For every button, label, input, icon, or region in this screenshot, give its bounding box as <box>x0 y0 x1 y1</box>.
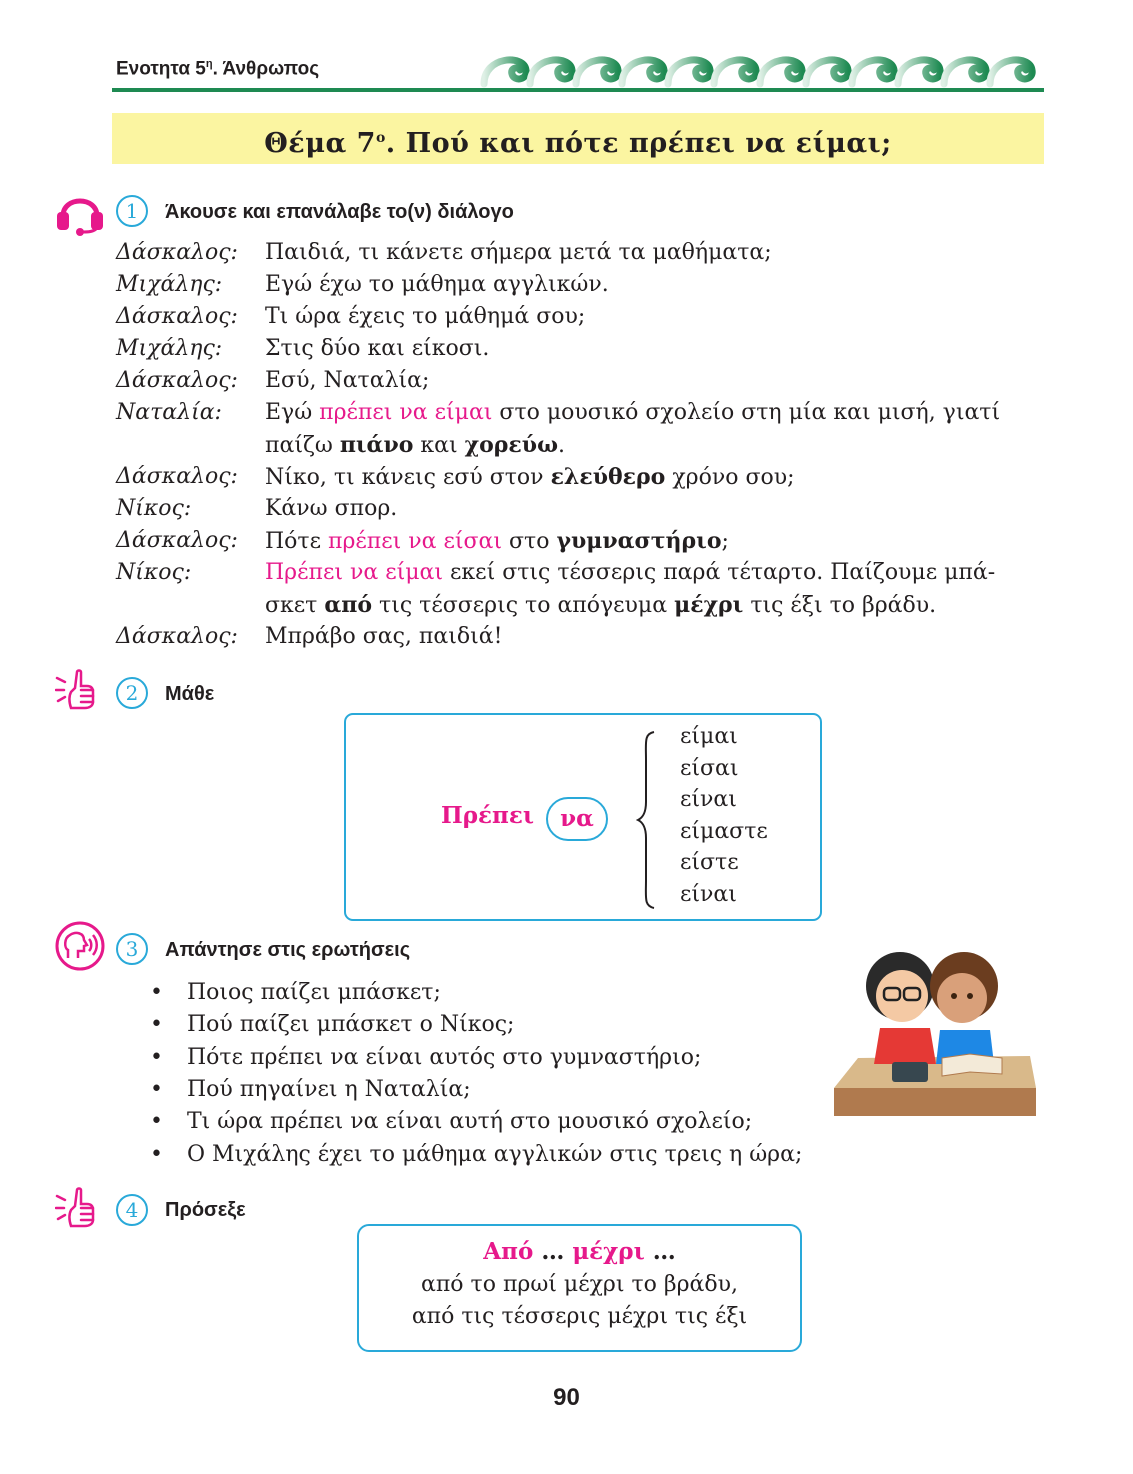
verb-form: είμαστε <box>680 818 768 844</box>
verb-form: είστε <box>680 850 739 875</box>
section-number-2: 2 <box>116 677 148 709</box>
highlighted-phrase: πρέπει να είσαι <box>328 529 503 554</box>
meander-wave <box>898 60 940 84</box>
text-fragment: σκετ <box>265 593 325 618</box>
dialogue-text <box>265 496 397 521</box>
text-fragment: στο μουσικό σχολείο στη μία και μισή, γιατί <box>492 400 1001 425</box>
bullet: • <box>150 1141 163 1167</box>
page-number: 90 <box>553 1384 580 1411</box>
question-item <box>150 1142 802 1167</box>
speaker-name: Δάσκαλος: <box>116 624 238 649</box>
speaker-name: Δάσκαλος: <box>116 368 238 393</box>
text-fragment: εκεί στις τέσσερις παρά τέταρτο. Παίζουμε μπά- <box>443 560 996 585</box>
bullet: • <box>150 1044 163 1070</box>
section-number-4: 4 <box>116 1194 148 1226</box>
text-fragment: ; <box>721 529 729 554</box>
text-fragment: Κάνω σπορ. <box>265 496 398 521</box>
dialogue-text <box>265 624 502 649</box>
text-fragment: στο <box>502 529 557 554</box>
learn-na-oval: να <box>546 797 608 841</box>
bold-word: από <box>324 592 373 618</box>
verb-form: είμαι <box>680 724 738 749</box>
question-text: Ποιος παίζει μπάσκετ; <box>187 980 441 1005</box>
unit-title: Ενοτητα $5^\eta$. Άνθρωπος <box>116 58 320 80</box>
bullet: • <box>150 1109 163 1135</box>
text-fragment: Πότε <box>265 529 328 554</box>
attention-line-1: από το πρωί μέχρι το βράδυ, <box>420 1272 739 1297</box>
question-text: Πού πηγαίνει η Ναταλία; <box>187 1076 471 1102</box>
text-fragment: τις έξι το βράδυ. <box>743 593 937 618</box>
question-item <box>150 1077 471 1102</box>
header-rule <box>112 88 1044 92</box>
pointing-hand-icon-2 <box>55 1186 97 1228</box>
dialogue-text <box>265 336 489 361</box>
text-fragment: Εγώ <box>265 400 320 425</box>
verb-form: είσαι <box>680 755 739 781</box>
section-number-1: 1 <box>116 195 148 227</box>
speaker-name: Δάσκαλος: <box>116 240 238 265</box>
bullet: • <box>150 1076 163 1102</box>
speaking-head-icon <box>54 920 106 972</box>
section-number-3: 3 <box>116 933 148 965</box>
section-title-answer: Απάντησε στις ερωτήσεις <box>165 939 411 961</box>
meander-wave <box>806 60 848 84</box>
meander-wave <box>622 60 664 84</box>
dialogue-text <box>265 240 772 265</box>
dialogue-text <box>265 464 795 490</box>
speaker-name: Ναταλία: <box>116 400 222 425</box>
question-item <box>150 1045 701 1070</box>
meander-wave <box>760 60 802 84</box>
speaker-name: Μιχάλης: <box>116 272 223 297</box>
text-fragment: Νίκο, τι κάνεις εσύ στον <box>265 465 551 490</box>
dialogue-text <box>265 400 1000 425</box>
dialogue-text <box>265 368 429 393</box>
question-item <box>150 980 441 1005</box>
dialogue-text <box>265 432 565 458</box>
meander-wave <box>944 60 986 84</box>
meander-wave <box>484 60 526 84</box>
verb-form: είναι <box>680 787 737 812</box>
speaker-name: Δάσκαλος: <box>116 464 238 489</box>
children-reading-illustration <box>830 940 1038 1118</box>
speaker-name: Δάσκαλος: <box>116 528 238 553</box>
meander-wave <box>668 60 710 84</box>
text-fragment: Εγώ έχω το μάθημα αγγλικών. <box>265 272 609 297</box>
dialogue-text <box>265 560 995 585</box>
meander-wave <box>576 60 618 84</box>
text-fragment: τις τέσσερις το απόγευμα <box>372 593 675 618</box>
question-item <box>150 1109 752 1134</box>
dialogue-text <box>265 272 609 297</box>
bullet: • <box>150 1012 163 1038</box>
text-fragment: και <box>413 433 465 458</box>
bold-word: μέχρι <box>674 592 744 618</box>
headphones-icon <box>55 190 105 236</box>
meander-wave <box>990 60 1032 84</box>
curly-brace <box>636 730 660 910</box>
bold-word: χορεύω <box>464 432 559 458</box>
pointing-hand-icon <box>55 668 97 710</box>
verb-form: είναι <box>680 881 737 907</box>
speaker-name: Μιχάλης: <box>116 336 223 361</box>
text-fragment: Τι ώρα έχεις το μάθημά σου; <box>265 304 586 329</box>
meander-ornament <box>478 48 1044 88</box>
question-text: Ο Μιχάλης έχει το μάθημα αγγλικών στις τρεις η ώρα; <box>187 1141 803 1167</box>
meander-wave <box>714 60 756 84</box>
dialogue-text <box>265 592 936 618</box>
text-fragment: χρόνο σου; <box>665 465 795 490</box>
dialogue-text <box>265 304 585 329</box>
highlighted-phrase: Πρέπει να είμαι <box>265 560 444 585</box>
dialogue-text <box>265 528 729 554</box>
highlighted-phrase: πρέπει να είμαι <box>319 400 493 425</box>
text-fragment: παίζω <box>265 433 340 458</box>
bold-word: ελεύθερο <box>550 464 666 490</box>
topic-banner: Θέμα $7^o$. Πού και πότε πρέπει να είμαι; <box>112 113 1044 164</box>
text-fragment: . <box>558 433 566 458</box>
speaker-name: Νίκος: <box>116 560 192 585</box>
meander-wave <box>852 60 894 84</box>
attention-line-2: από τις τέσσερις μέχρι τις έξι <box>411 1304 748 1329</box>
text-fragment: Μπράβο σας, παιδιά! <box>265 624 503 649</box>
bullet: • <box>150 980 163 1005</box>
bold-word: πιάνο <box>339 432 414 458</box>
attention-box <box>357 1224 802 1352</box>
section-title-listen: Άκουσε και επανάλαβε το(ν) διάλογο <box>165 201 514 223</box>
text-fragment: Εσύ, Ναταλία; <box>265 368 430 393</box>
bold-word: γυμναστήριο <box>556 528 722 554</box>
question-item <box>150 1012 514 1037</box>
question-text: Πότε πρέπει να είναι αυτός στο γυμναστήριο; <box>187 1044 702 1070</box>
section-title-learn: Μάθε <box>165 683 215 705</box>
section-title-attention: Πρόσεξε <box>165 1199 246 1221</box>
question-text: Πού παίζει μπάσκετ ο Νίκος; <box>187 1012 515 1038</box>
text-fragment: Παιδιά, τι κάνετε σήμερα μετά τα μαθήματα; <box>265 240 772 265</box>
speaker-name: Νίκος: <box>116 496 192 521</box>
text-fragment: Στις δύο και είκοσι. <box>265 336 490 361</box>
meander-wave <box>530 60 572 84</box>
speaker-name: Δάσκαλος: <box>116 304 238 329</box>
learn-prepei: Πρέπει <box>441 802 534 829</box>
attention-title: Από … μέχρι … <box>483 1238 676 1265</box>
question-text: Τι ώρα πρέπει να είναι αυτή στο μουσικό σχολείο; <box>187 1109 753 1135</box>
